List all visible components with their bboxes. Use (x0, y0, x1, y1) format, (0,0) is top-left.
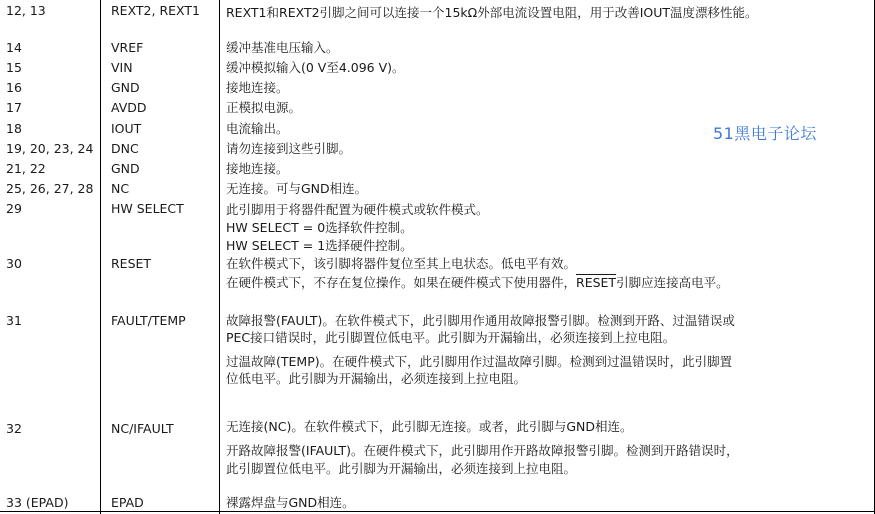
pin-name: RESET (111, 256, 152, 271)
pin-description: PEC接口错误时，此引脚置位低电平。此引脚为开漏输出，必须连接到上拉电阻。 (226, 330, 676, 345)
pin-description: 在软件模式下，该引脚将器件复位至其上电状态。低电平有效。 (226, 256, 577, 271)
pin-number: 14 (6, 40, 22, 55)
pin-description: 正模拟电源。 (226, 100, 302, 115)
pin-number: 17 (6, 100, 22, 115)
pin-description: 裸露焊盘与GND相连。 (226, 495, 355, 510)
pin-name: GND (111, 80, 140, 95)
pin-number: 21, 22 (6, 161, 46, 176)
pin-description: 此引脚置位低电平。此引脚为开漏输出，必须连接到上拉电阻。 (226, 461, 577, 476)
pin-description: 此引脚用于将器件配置为硬件模式或软件模式。 (226, 202, 489, 217)
pin-number: 25, 26, 27, 28 (6, 181, 94, 196)
pin-description: 开路故障报警(IFAULT)。在硬件模式下，此引脚用作开路故障报警引脚。检测到开路错误时， (226, 443, 739, 458)
column-divider (219, 0, 220, 514)
pin-description: 无连接(NC)。在软件模式下，此引脚无连接。或者，此引脚与GND相连。 (226, 419, 633, 434)
pin-description: HW SELECT = 1选择硬件控制。 (226, 238, 413, 253)
pin-description: 缓冲模拟输入(0 V至4.096 V)。 (226, 60, 405, 75)
pin-description (226, 275, 729, 290)
pin-description: HW SELECT = 0选择软件控制。 (226, 220, 413, 235)
pin-description: 接地连接。 (226, 161, 289, 176)
watermark: 51黑电子论坛 (713, 124, 817, 143)
pin-description: 接地连接。 (226, 80, 289, 95)
pin-name: GND (111, 161, 140, 176)
pin-name: IOUT (111, 121, 142, 136)
pin-number: 15 (6, 60, 22, 75)
pin-number: 18 (6, 121, 22, 136)
pin-number: 32 (6, 421, 22, 436)
pin-number: 30 (6, 256, 22, 271)
pin-description: 缓冲基准电压输入。 (226, 40, 339, 55)
pin-name: HW SELECT (111, 201, 184, 216)
pin-number: 16 (6, 80, 22, 95)
pin-name: DNC (111, 141, 139, 156)
pin-description: 过温故障(TEMP)。在硬件模式下，此引脚用作过温故障引脚。检测到过温错误时，此引脚置 (226, 354, 733, 369)
pin-name: FAULT/TEMP (111, 313, 186, 328)
pin-name: VREF (111, 40, 144, 55)
pin-name: NC/IFAULT (111, 421, 174, 436)
pin-number: 33 (EPAD) (6, 495, 69, 510)
pin-number: 19, 20, 23, 24 (6, 141, 94, 156)
pin-description-text: 引脚应连接高电平。 (616, 275, 729, 290)
pin-name: NC (111, 181, 130, 196)
pin-number: 29 (6, 201, 22, 216)
pin-description-text: 在硬件模式下，不存在复位操作。如果在硬件模式下使用器件， (226, 275, 577, 290)
pin-number: 31 (6, 313, 22, 328)
pin-description: 电流输出。 (226, 121, 289, 136)
pin-description: REXT1和REXT2引脚之间可以连接一个15kΩ外部电流设置电阻，用于改善IOUT温度漂移性能。 (226, 5, 758, 20)
reset-overline-label: RESET (576, 275, 617, 290)
pin-description: 故障报警(FAULT)。在软件模式下，此引脚用作通用故障报警引脚。检测到开路、过温错误或 (226, 313, 735, 328)
pin-description: 请勿连接到这些引脚。 (226, 141, 352, 156)
table-bottom-rule (0, 511, 875, 512)
pin-name: AVDD (111, 100, 147, 115)
column-divider (100, 0, 101, 514)
pin-number: 12, 13 (6, 3, 46, 18)
pin-description: 无连接。可与GND相连。 (226, 181, 368, 196)
pin-name: REXT2, REXT1 (111, 3, 200, 18)
pin-name: EPAD (111, 495, 144, 510)
pin-name: VIN (111, 60, 133, 75)
pin-description: 位低电平。此引脚为开漏输出，必须连接到上拉电阻。 (226, 371, 527, 386)
